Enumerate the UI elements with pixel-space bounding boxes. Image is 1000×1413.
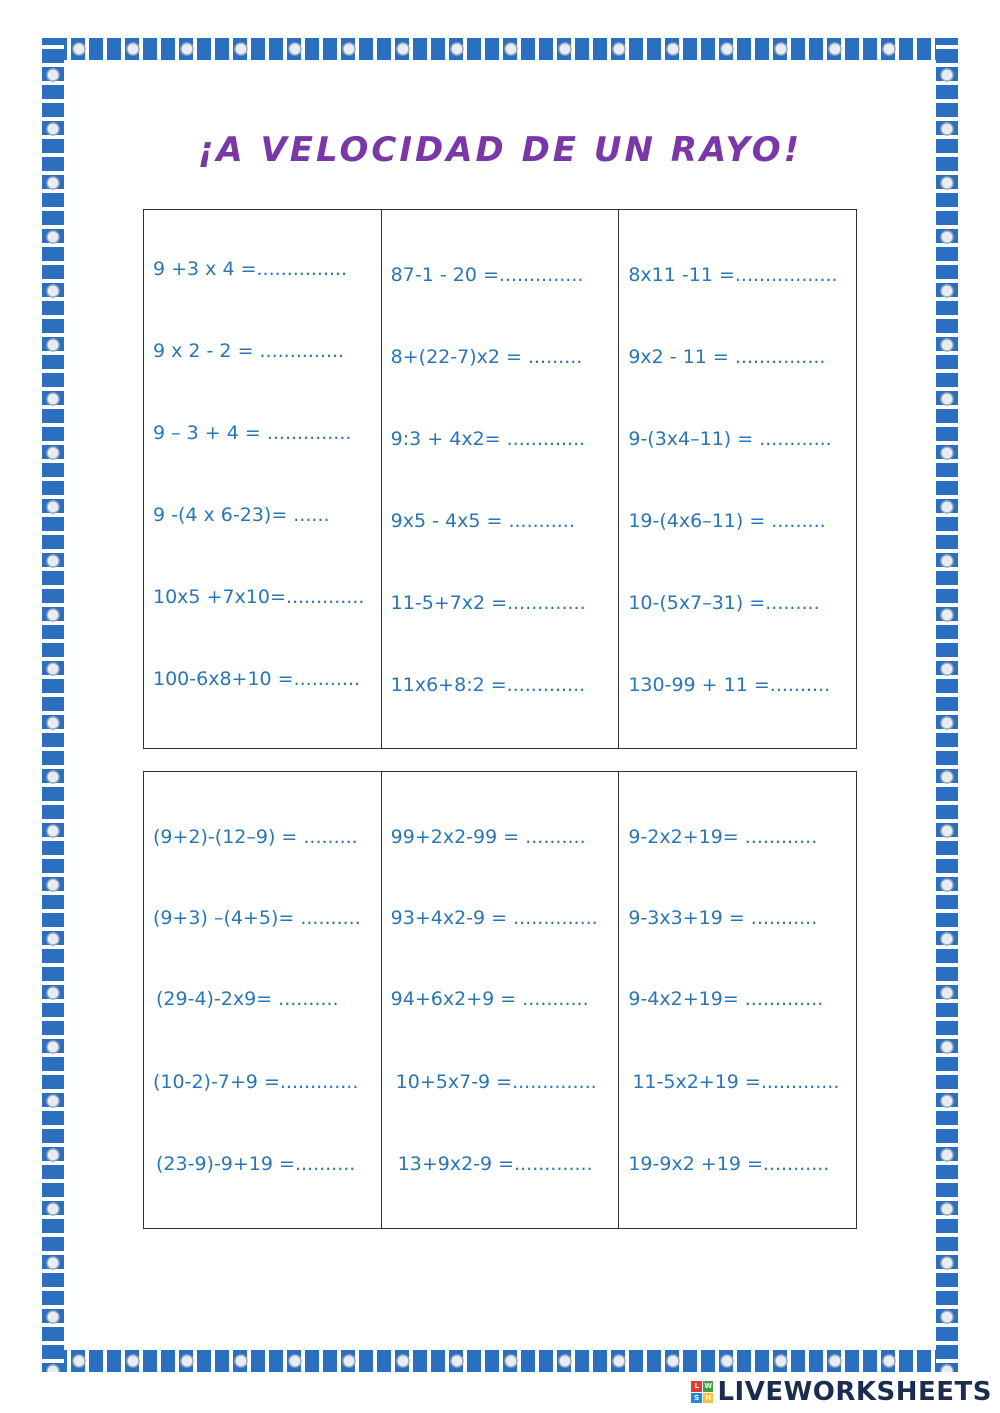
- exercise-item[interactable]: 10-(5x7–31) =.........: [628, 592, 820, 614]
- exercise-item[interactable]: 130-99 + 11 =..........: [628, 674, 831, 696]
- table-1-column-1: [144, 210, 381, 748]
- exercise-item[interactable]: 94+6x2+9 = ...........: [390, 988, 589, 1010]
- border-left: [42, 38, 64, 1372]
- logo-tile: L: [691, 1381, 702, 1392]
- logo-tile: H: [703, 1393, 714, 1404]
- table-2-column-1: [144, 772, 381, 1228]
- table-2-column-3: [618, 772, 856, 1228]
- exercise-item[interactable]: 87-1 - 20 =..............: [390, 264, 584, 286]
- exercise-item[interactable]: 9 – 3 + 4 = ..............: [153, 422, 352, 444]
- exercise-item[interactable]: 11-5+7x2 =.............: [390, 592, 586, 614]
- exercise-item[interactable]: (10-2)-7+9 =.............: [153, 1071, 359, 1093]
- exercise-item[interactable]: 19-(4x6–11) = .........: [628, 510, 826, 532]
- exercise-item[interactable]: 10x5 +7x10=.............: [153, 586, 365, 608]
- logo-tile: S: [691, 1393, 702, 1404]
- exercise-item[interactable]: (29-4)-2x9= ..........: [156, 988, 339, 1010]
- exercise-item[interactable]: 100-6x8+10 =...........: [153, 668, 361, 690]
- exercise-table-2: [143, 771, 857, 1229]
- exercise-item[interactable]: 9-3x3+19 = ...........: [628, 907, 818, 929]
- logo-tile: W: [704, 1382, 713, 1390]
- liveworksheets-logo[interactable]: [691, 1377, 992, 1407]
- exercise-item[interactable]: 11-5x2+19 =.............: [632, 1071, 840, 1093]
- exercise-item[interactable]: (23-9)-9+19 =..........: [156, 1153, 356, 1175]
- exercise-table-1: [143, 209, 857, 749]
- worksheet-title: ¡A VELOCIDAD DE UN RAYO!: [197, 130, 803, 170]
- exercise-item[interactable]: 8x11 -11 =.................: [628, 264, 838, 286]
- exercise-item[interactable]: 9-4x2+19= .............: [628, 988, 824, 1010]
- exercise-item[interactable]: 8+(22-7)x2 = .........: [390, 346, 583, 368]
- exercise-item[interactable]: (9+2)-(12–9) = .........: [153, 826, 358, 848]
- exercise-item[interactable]: 13+9x2-9 =.............: [397, 1153, 593, 1175]
- exercise-item[interactable]: 9 +3 x 4 =...............: [153, 258, 348, 280]
- border-bottom: [42, 1350, 958, 1372]
- exercise-item[interactable]: 19-9x2 +19 =...........: [628, 1153, 830, 1175]
- exercise-item[interactable]: 9 -(4 x 6-23)= ......: [153, 504, 330, 526]
- exercise-item[interactable]: 99+2x2-99 = ..........: [390, 826, 586, 848]
- table-2-column-2: [381, 772, 619, 1228]
- exercise-item[interactable]: (9+3) –(4+5)= ..........: [153, 907, 361, 929]
- table-1-column-3: [618, 210, 856, 748]
- liveworksheets-brand-text: LIVEWORKSHEETS: [717, 1377, 992, 1407]
- border-top: [42, 38, 958, 60]
- exercise-item[interactable]: 9 x 2 - 2 = ..............: [153, 340, 345, 362]
- exercise-item[interactable]: 9x5 - 4x5 = ...........: [390, 510, 575, 532]
- exercise-item[interactable]: 9x2 - 11 = ...............: [628, 346, 826, 368]
- exercise-item[interactable]: 10+5x7-9 =..............: [395, 1071, 597, 1093]
- exercise-item[interactable]: 9:3 + 4x2= .............: [390, 428, 586, 450]
- exercise-item[interactable]: 9-(3x4–11) = ............: [628, 428, 832, 450]
- table-1-column-2: [381, 210, 619, 748]
- border-right: [936, 38, 958, 1372]
- exercise-item[interactable]: 11x6+8:2 =.............: [390, 674, 586, 696]
- exercise-item[interactable]: 93+4x2-9 = ..............: [390, 907, 598, 929]
- liveworksheets-logo-icon: [691, 1381, 713, 1403]
- exercise-item[interactable]: 9-2x2+19= ............: [628, 826, 818, 848]
